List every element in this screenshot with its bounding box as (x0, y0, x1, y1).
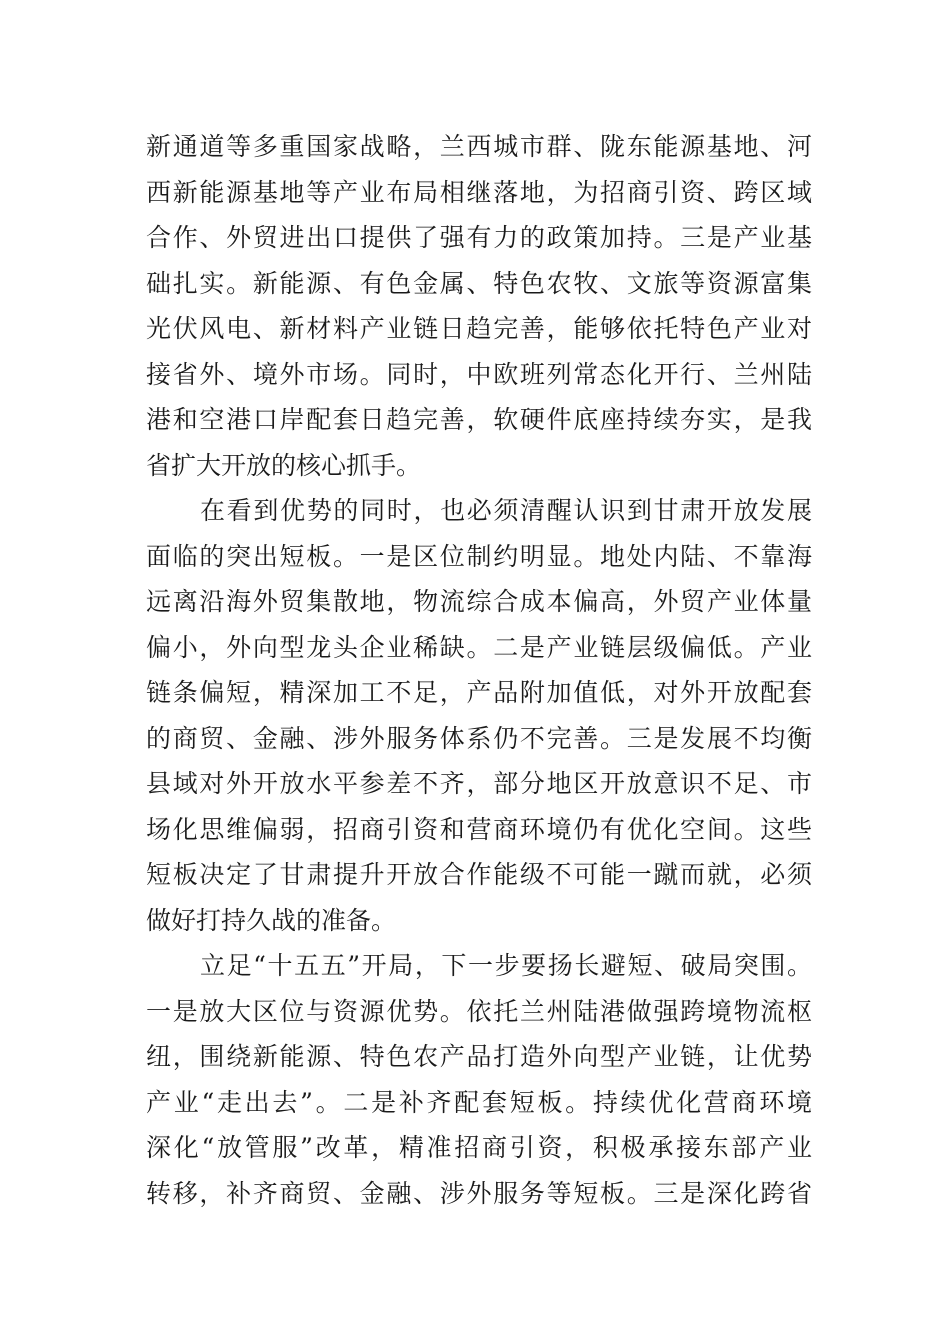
text-line: 链条偏短，精深加工不足，产品附加值低，对外开放配套 (146, 678, 812, 707)
text-line: 的商贸、金融、涉外服务体系仍不完善。三是发展不均衡 (146, 723, 812, 753)
text-line: 场化思维偏弱，招商引资和营商环境仍有优化空间。这些 (146, 814, 812, 844)
body-text (146, 124, 812, 1216)
text-line: 深化“放管服”改革，精准招商引资，积极承接东部产业 (146, 1133, 812, 1162)
text-line: 纽，围绕新能源、特色农产品打造外向型产业链，让优势 (146, 1042, 812, 1071)
text-line: 远离沿海外贸集散地，物流综合成本偏高，外贸产业体量 (146, 587, 812, 616)
text-line: 光伏风电、新材料产业链日趋完善，能够依托特色产业对 (146, 314, 812, 343)
text-line: 一是放大区位与资源优势。依托兰州陆港做强跨境物流枢 (146, 996, 812, 1026)
text-line: 县域对外开放水平参差不齐，部分地区开放意识不足、市 (146, 769, 812, 798)
text-line: 合作、外贸进出口提供了强有力的政策加持。三是产业基 (146, 223, 812, 252)
text-line: 做好打持久战的准备。 (146, 905, 397, 935)
paragraph-advantages-continued (146, 124, 812, 488)
text-line: 省扩大开放的核心抓手。 (146, 450, 422, 480)
text-line: 转移，补齐商贸、金融、涉外服务等短板。三是深化跨省 (146, 1178, 812, 1208)
text-line: 面临的突出短板。一是区位制约明显。地处内陆、不靠海 (146, 541, 812, 571)
text-line: 立足“十五五”开局，下一步要扬长避短、破局突围。 (200, 951, 812, 980)
text-line: 接省外、境外市场。同时，中欧班列常态化开行、兰州陆 (146, 359, 812, 389)
text-line: 产业“走出去”。二是补齐配套短板。持续优化营商环境 (146, 1087, 812, 1117)
paragraph-next-steps (146, 943, 812, 1216)
text-line: 港和空港口岸配套日趋完善，软硬件底座持续夯实，是我 (146, 405, 812, 434)
text-line: 短板决定了甘肃提升开放合作能级不可能一蹴而就，必须 (146, 860, 812, 889)
text-line: 西新能源基地等产业布局相继落地，为招商引资、跨区域 (146, 177, 812, 207)
text-line: 偏小，外向型龙头企业稀缺。二是产业链层级偏低。产业 (146, 632, 812, 662)
text-line: 新通道等多重国家战略，兰西城市群、陇东能源基地、河 (146, 132, 812, 161)
text-line: 在看到优势的同时，也必须清醒认识到甘肃开放发展 (200, 496, 812, 525)
paragraph-shortcomings (146, 488, 812, 943)
text-line: 础扎实。新能源、有色金属、特色农牧、文旅等资源富集 (146, 268, 812, 298)
